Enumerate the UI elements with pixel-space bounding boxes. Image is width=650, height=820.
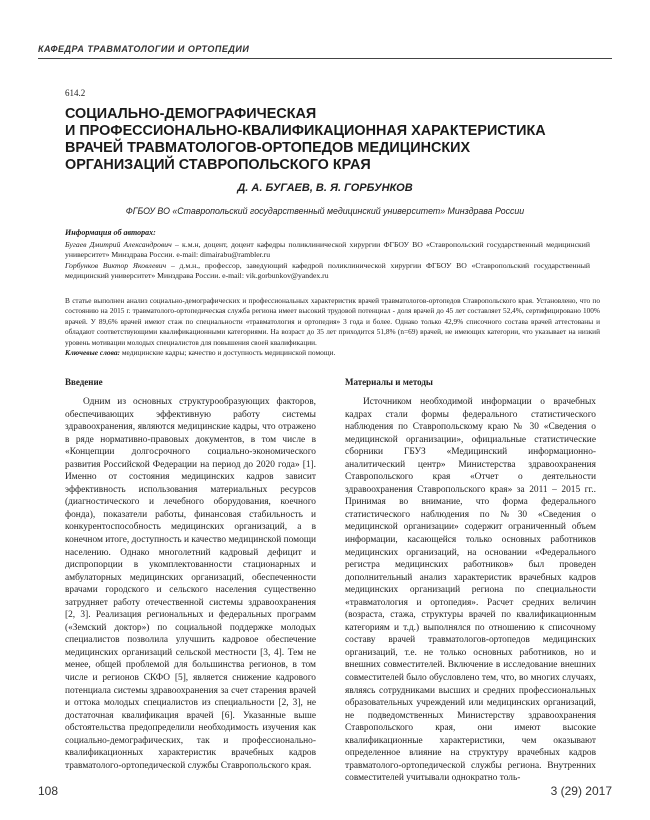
udc-code: 614.2 xyxy=(65,88,86,98)
abstract: В статье выполнен анализ социально-демографических и профессиональных характеристик врачей травматологов-ортопедов Ставропольского края. Установлено, что по состоянию на 2015 г. травматолого-ортопедическая служба региона имеет высокий трудовой потенциал - доля врачей до 45 лет составляет 52,4%, сертифицировано 100% врачей. У 89,6% врачей имеют стаж по специальности «травматология и ортопедия» 3 года и более. Однако только 42,9% списочного состава врачей аттестованы и обладают соответствующими квалификационными категориями. На возраст до 35 лет приходится 51,8% (n=69) врачей, не имеющих категории, что указывает на низкий уровень мотивации молодых специалистов для повышения своей квалификации. xyxy=(65,296,600,347)
article-title xyxy=(65,106,585,174)
title-line: ВРАЧЕЙ ТРАВМАТОЛОГОВ-ОРТОПЕДОВ МЕДИЦИНСКИХ xyxy=(65,140,471,156)
section-heading-intro: Введение xyxy=(65,377,103,387)
author-details: – к.м.н, доцент, доцент кафедры поликлинической хирургии ФГБОУ ВО «Ставропольский государственный медицинский университет» Минздрава России. e-mail: dimairabu@rambler.ru xyxy=(65,239,590,260)
title-line: И ПРОФЕССИОНАЛЬНО-КВАЛИФИКАЦИОННАЯ ХАРАКТЕРИСТИКА xyxy=(65,123,546,139)
title-line: СОЦИАЛЬНО-ДЕМОГРАФИЧЕСКАЯ xyxy=(65,106,317,122)
keywords xyxy=(65,348,600,358)
header-divider xyxy=(38,58,612,59)
author-info-item xyxy=(65,261,590,282)
keywords-label: Ключевые слова: xyxy=(65,348,120,357)
methods-paragraph: Источником необходимой информации о врачебных кадрах стали формы федерального статистического наблюдения по Ставропольскому краю № 30 «Сведения о медицинской организации», официальные статистические сборники ГБУЗ «Медицинский информационно-аналитический центр» Министерства здравоохранения Ставропольского края «Отчет о деятельности здравоохранения Ставропольского края» за 2011 – 2015 гг.. Принимая во внимание, что форма федерального статистического наблюдения по №30 «Сведения о медицинской организации» содержит ограниченный объем информации, касающейся только основных работников медицинских организаций, на основании «Федерального регистра медицинских работников» был проведен дополнительный анализ характеристик врачебных кадров медицинских организаций региона по специальности «травматология и ортопедия». Расчет средних величин (возраста, стажа, структуры врачей по квалификационным категориям и т.д.) выполнялся по отношению к списочному составу врачей травматологов-ортопедов медицинских организаций, т.е. не только основных работников, но и внешних совместителей. Включение в исследование внешних совместителей было обусловлено тем, что, во многих случаях, являясь сотрудниками высших и средних профессиональных образовательных учреждений или медицинских организаций, не подведомственных Министерству здравоохранения Ставропольского края, они имеют высокие квалификационные характеристики, чем оказывают определенное влияние на структуру врачебных кадров травматолого-ортопедической службы региона. Внутренних совместителей учитывали однократно толь- xyxy=(345,397,596,784)
author-name: Бугаев Дмитрий Александрович xyxy=(65,239,172,249)
column-left xyxy=(65,376,316,772)
title-line: ОРГАНИЗАЦИЙ СТАВРОПОЛЬСКОГО КРАЯ xyxy=(65,157,371,173)
author-info-item xyxy=(65,240,590,261)
column-right xyxy=(345,376,596,785)
page-number: 108 xyxy=(38,784,59,798)
keywords-text: медицинские кадры; качество и доступность медицинской помощи. xyxy=(120,348,336,357)
author-details: – д.м.н., профессор, заведующий кафедрой поликлинической хирургии ФГБОУ ВО «Ставропольский государственный медицинский университет» Минздрава России. e-mail: vik.gorbunkov@yandex.ru xyxy=(65,260,591,281)
affiliation: ФГБОУ ВО «Ставропольский государственный медицинский университет» Минздрава России xyxy=(125,206,525,216)
intro-paragraph: Одним из основных структурообразующих факторов, обеспечивающих эффективную работу системы здравоохранения, являются медицинские кадры, что отражено в ряде нормативно-правовых документов, в том числе в «Концепции долгосрочного социально-экономического развития Российской Федерации на период до 2020 года» [1]. Именно от состояния медицинских кадров зависит эффективность использования материальных ресурсов (диагностического и лечебного оборудования, коечного фонда), показатели работы, финансовая стабильность и конкурентоспособность медицинских организаций, а в конечном итоге, доступность и качество медицинской помощи населению. Однако многолетний кадровый дефицит и диспропорции в укомплектованности стационарных и амбулаторных медицинских организаций, обеспеченности врачами городского и сельского населения существенно затрудняет работу отечественной системы здравоохранения [2, 3]. Реализация региональных и федеральных программ («Земский доктор») по социальной поддержке молодых специалистов позволила улучшить кадровое обеспечение медицинских организаций сельской местности [3, 4]. Тем не менее, общей проблемой для большинства регионов, в том числе и регионов СКФО [5], является снижение кадрового потенциала системы здравоохранения за счет старения врачей и оттока молодых специалистов из специальности [2, 3], не достаточная квалификация врачей [6]. Указанные выше обстоятельства предопределили необходимость изучения как социально-демографических, так и профессионально-квалификационных характеристик врачебных кадров травматолого-ортопедической службы Ставропольского края. xyxy=(65,397,316,771)
author-info-header: Информация об авторах: xyxy=(65,228,156,237)
author-info xyxy=(65,228,590,282)
section-heading-methods: Материалы и методы xyxy=(345,377,433,387)
issue-number: 3 (29) 2017 xyxy=(550,784,612,798)
running-head: КАФЕДРА ТРАВМАТОЛОГИИ И ОРТОПЕДИИ xyxy=(38,44,250,54)
authors: Д. А. БУГАЕВ, В. Я. ГОРБУНКОВ xyxy=(237,182,413,194)
author-name: Горбунков Виктор Яковлевич xyxy=(65,260,167,270)
